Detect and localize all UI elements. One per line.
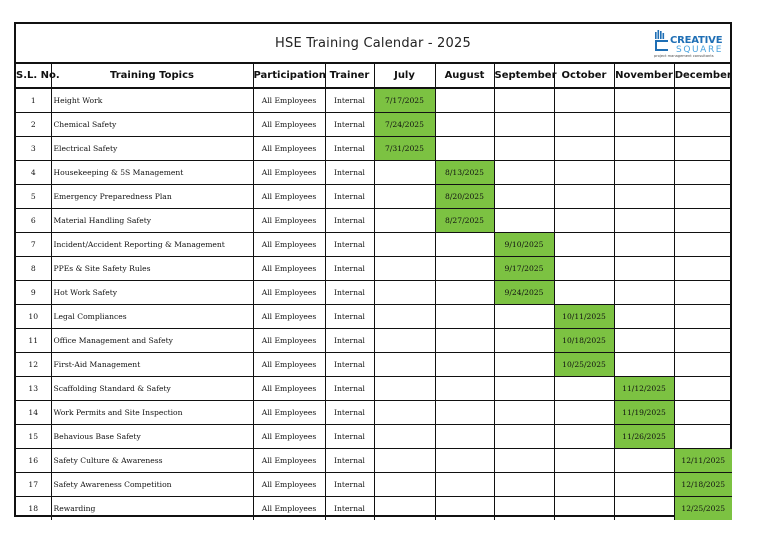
table-row	[16, 449, 732, 473]
title-row	[16, 24, 730, 64]
topic-cell: Work Permits and Site Inspection	[51, 401, 253, 425]
trainer-cell: Internal	[325, 497, 374, 521]
empty-month-cell-august	[435, 377, 494, 401]
sl-no-cell: 17	[16, 473, 51, 497]
sl-no-cell: 4	[16, 161, 51, 185]
scheduled-date-cell-august: 8/27/2025	[435, 209, 494, 233]
scheduled-date-cell-july: 7/24/2025	[374, 113, 435, 137]
empty-month-cell-october	[554, 137, 614, 161]
empty-month-cell-october	[554, 281, 614, 305]
empty-month-cell-august	[435, 305, 494, 329]
scheduled-date-cell-december: 12/11/2025	[674, 449, 732, 473]
empty-month-cell-october	[554, 425, 614, 449]
header-row	[16, 64, 732, 88]
header-month-december: December	[674, 64, 732, 88]
topic-cell: Material Handling Safety	[51, 209, 253, 233]
empty-month-cell-september	[494, 473, 554, 497]
sl-no-cell: 3	[16, 137, 51, 161]
empty-month-cell-november	[614, 161, 674, 185]
empty-month-cell-september	[494, 113, 554, 137]
logo-mark-icon	[654, 29, 670, 55]
empty-month-cell-october	[554, 233, 614, 257]
participation-cell: All Employees	[253, 161, 325, 185]
header-month-september: September	[494, 64, 554, 88]
participation-cell: All Employees	[253, 88, 325, 113]
empty-month-cell-july	[374, 377, 435, 401]
topic-cell: Chemical Safety	[51, 113, 253, 137]
empty-month-cell-november	[614, 329, 674, 353]
participation-cell: All Employees	[253, 185, 325, 209]
empty-month-cell-december	[674, 281, 732, 305]
empty-month-cell-october	[554, 209, 614, 233]
empty-month-cell-september	[494, 88, 554, 113]
header-sl-no: S.L. No.	[16, 64, 51, 88]
empty-month-cell-december	[674, 401, 732, 425]
trainer-cell: Internal	[325, 473, 374, 497]
empty-month-cell-november	[614, 137, 674, 161]
participation-cell: All Employees	[253, 233, 325, 257]
table-row	[16, 257, 732, 281]
empty-month-cell-november	[614, 449, 674, 473]
empty-month-cell-july	[374, 353, 435, 377]
topic-cell: Safety Culture & Awareness	[51, 449, 253, 473]
participation-cell: All Employees	[253, 497, 325, 521]
empty-month-cell-july	[374, 257, 435, 281]
participation-cell: All Employees	[253, 401, 325, 425]
table-row	[16, 353, 732, 377]
topic-cell: Safety Awareness Competition	[51, 473, 253, 497]
trainer-cell: Internal	[325, 113, 374, 137]
table-row	[16, 281, 732, 305]
empty-month-cell-august	[435, 113, 494, 137]
trainer-cell: Internal	[325, 305, 374, 329]
empty-month-cell-november	[614, 113, 674, 137]
empty-month-cell-december	[674, 257, 732, 281]
empty-month-cell-november	[614, 257, 674, 281]
scheduled-date-cell-november: 11/26/2025	[614, 425, 674, 449]
empty-month-cell-august	[435, 425, 494, 449]
sl-no-cell: 8	[16, 257, 51, 281]
empty-month-cell-october	[554, 473, 614, 497]
empty-month-cell-july	[374, 161, 435, 185]
sl-no-cell: 13	[16, 377, 51, 401]
page-title: HSE Training Calendar - 2025	[275, 36, 471, 51]
topic-cell: Rewarding	[51, 497, 253, 521]
table-row	[16, 185, 732, 209]
trainer-cell: Internal	[325, 329, 374, 353]
participation-cell: All Employees	[253, 353, 325, 377]
table-row	[16, 88, 732, 113]
scheduled-date-cell-december: 12/25/2025	[674, 497, 732, 521]
empty-month-cell-november	[614, 353, 674, 377]
topic-cell: Hot Work Safety	[51, 281, 253, 305]
logo-tagline: project management consultants	[654, 54, 714, 58]
trainer-cell: Internal	[325, 257, 374, 281]
scheduled-date-cell-october: 10/25/2025	[554, 353, 614, 377]
empty-month-cell-december	[674, 113, 732, 137]
empty-month-cell-october	[554, 113, 614, 137]
participation-cell: All Employees	[253, 281, 325, 305]
empty-month-cell-july	[374, 233, 435, 257]
empty-month-cell-december	[674, 305, 732, 329]
trainer-cell: Internal	[325, 353, 374, 377]
trainer-cell: Internal	[325, 209, 374, 233]
empty-month-cell-september	[494, 497, 554, 521]
empty-month-cell-august	[435, 353, 494, 377]
header-month-july: July	[374, 64, 435, 88]
trainer-cell: Internal	[325, 185, 374, 209]
participation-cell: All Employees	[253, 305, 325, 329]
trainer-cell: Internal	[325, 281, 374, 305]
empty-month-cell-november	[614, 209, 674, 233]
sl-no-cell: 2	[16, 113, 51, 137]
table-row	[16, 473, 732, 497]
scheduled-date-cell-august: 8/13/2025	[435, 161, 494, 185]
empty-month-cell-december	[674, 88, 732, 113]
empty-month-cell-october	[554, 401, 614, 425]
participation-cell: All Employees	[253, 473, 325, 497]
empty-month-cell-december	[674, 209, 732, 233]
table-row	[16, 305, 732, 329]
empty-month-cell-july	[374, 329, 435, 353]
participation-cell: All Employees	[253, 209, 325, 233]
header-month-october: October	[554, 64, 614, 88]
topic-cell: Electrical Safety	[51, 137, 253, 161]
sl-no-cell: 10	[16, 305, 51, 329]
participation-cell: All Employees	[253, 377, 325, 401]
empty-month-cell-august	[435, 497, 494, 521]
empty-month-cell-december	[674, 161, 732, 185]
sl-no-cell: 14	[16, 401, 51, 425]
topic-cell: Emergency Preparedness Plan	[51, 185, 253, 209]
scheduled-date-cell-november: 11/12/2025	[614, 377, 674, 401]
empty-month-cell-november	[614, 233, 674, 257]
empty-month-cell-september	[494, 329, 554, 353]
table-row	[16, 401, 732, 425]
sl-no-cell: 16	[16, 449, 51, 473]
empty-month-cell-july	[374, 401, 435, 425]
sl-no-cell: 11	[16, 329, 51, 353]
scheduled-date-cell-july: 7/17/2025	[374, 88, 435, 113]
participation-cell: All Employees	[253, 257, 325, 281]
participation-cell: All Employees	[253, 449, 325, 473]
topic-cell: Housekeeping & 5S Management	[51, 161, 253, 185]
participation-cell: All Employees	[253, 425, 325, 449]
scheduled-date-cell-november: 11/19/2025	[614, 401, 674, 425]
empty-month-cell-august	[435, 473, 494, 497]
logo-line2: SQUARE	[676, 45, 724, 55]
empty-month-cell-september	[494, 137, 554, 161]
header-month-november: November	[614, 64, 674, 88]
empty-month-cell-december	[674, 329, 732, 353]
scheduled-date-cell-august: 8/20/2025	[435, 185, 494, 209]
trainer-cell: Internal	[325, 401, 374, 425]
topic-cell: Behavious Base Safety	[51, 425, 253, 449]
logo-line1: CREATIVE	[670, 35, 723, 46]
empty-month-cell-december	[674, 233, 732, 257]
empty-month-cell-september	[494, 377, 554, 401]
empty-month-cell-november	[614, 281, 674, 305]
topic-cell: Height Work	[51, 88, 253, 113]
topic-cell: Legal Compliances	[51, 305, 253, 329]
empty-month-cell-august	[435, 233, 494, 257]
empty-month-cell-december	[674, 377, 732, 401]
table-row	[16, 137, 732, 161]
empty-month-cell-august	[435, 137, 494, 161]
empty-month-cell-december	[674, 185, 732, 209]
empty-month-cell-december	[674, 425, 732, 449]
empty-month-cell-july	[374, 473, 435, 497]
training-table	[16, 64, 732, 520]
table-row	[16, 233, 732, 257]
empty-month-cell-november	[614, 497, 674, 521]
sl-no-cell: 18	[16, 497, 51, 521]
empty-month-cell-july	[374, 185, 435, 209]
empty-month-cell-august	[435, 281, 494, 305]
scheduled-date-cell-september: 9/10/2025	[494, 233, 554, 257]
sl-no-cell: 6	[16, 209, 51, 233]
empty-month-cell-october	[554, 497, 614, 521]
table-row	[16, 497, 732, 521]
scheduled-date-cell-september: 9/17/2025	[494, 257, 554, 281]
empty-month-cell-september	[494, 353, 554, 377]
sl-no-cell: 5	[16, 185, 51, 209]
empty-month-cell-july	[374, 209, 435, 233]
empty-month-cell-july	[374, 449, 435, 473]
trainer-cell: Internal	[325, 137, 374, 161]
trainer-cell: Internal	[325, 377, 374, 401]
empty-month-cell-september	[494, 425, 554, 449]
empty-month-cell-july	[374, 425, 435, 449]
header-month-august: August	[435, 64, 494, 88]
topic-cell: First-Aid Management	[51, 353, 253, 377]
empty-month-cell-december	[674, 353, 732, 377]
empty-month-cell-july	[374, 281, 435, 305]
empty-month-cell-september	[494, 305, 554, 329]
table-row	[16, 329, 732, 353]
sl-no-cell: 9	[16, 281, 51, 305]
empty-month-cell-august	[435, 329, 494, 353]
empty-month-cell-november	[614, 88, 674, 113]
sl-no-cell: 7	[16, 233, 51, 257]
empty-month-cell-november	[614, 473, 674, 497]
empty-month-cell-october	[554, 185, 614, 209]
training-calendar-sheet	[14, 22, 732, 517]
empty-month-cell-october	[554, 88, 614, 113]
table-row	[16, 113, 732, 137]
empty-month-cell-september	[494, 401, 554, 425]
empty-month-cell-october	[554, 449, 614, 473]
empty-month-cell-september	[494, 185, 554, 209]
trainer-cell: Internal	[325, 425, 374, 449]
participation-cell: All Employees	[253, 329, 325, 353]
empty-month-cell-december	[674, 137, 732, 161]
topic-cell: Incident/Accident Reporting & Management	[51, 233, 253, 257]
scheduled-date-cell-october: 10/11/2025	[554, 305, 614, 329]
empty-month-cell-november	[614, 185, 674, 209]
scheduled-date-cell-december: 12/18/2025	[674, 473, 732, 497]
table-row	[16, 161, 732, 185]
trainer-cell: Internal	[325, 88, 374, 113]
sl-no-cell: 1	[16, 88, 51, 113]
table-row	[16, 425, 732, 449]
trainer-cell: Internal	[325, 233, 374, 257]
scheduled-date-cell-september: 9/24/2025	[494, 281, 554, 305]
empty-month-cell-august	[435, 449, 494, 473]
empty-month-cell-september	[494, 449, 554, 473]
header-trainer: Trainer	[325, 64, 374, 88]
empty-month-cell-july	[374, 305, 435, 329]
table-row	[16, 209, 732, 233]
empty-month-cell-august	[435, 401, 494, 425]
empty-month-cell-october	[554, 161, 614, 185]
topic-cell: Scaffolding Standard & Safety	[51, 377, 253, 401]
participation-cell: All Employees	[253, 137, 325, 161]
empty-month-cell-september	[494, 161, 554, 185]
empty-month-cell-july	[374, 497, 435, 521]
topic-cell: PPEs & Site Safety Rules	[51, 257, 253, 281]
empty-month-cell-november	[614, 305, 674, 329]
header-topic: Training Topics	[51, 64, 253, 88]
topic-cell: Office Management and Safety	[51, 329, 253, 353]
scheduled-date-cell-october: 10/18/2025	[554, 329, 614, 353]
empty-month-cell-september	[494, 209, 554, 233]
empty-month-cell-october	[554, 257, 614, 281]
sl-no-cell: 15	[16, 425, 51, 449]
table-row	[16, 377, 732, 401]
trainer-cell: Internal	[325, 449, 374, 473]
scheduled-date-cell-july: 7/31/2025	[374, 137, 435, 161]
header-participation: Participation	[253, 64, 325, 88]
company-logo	[654, 29, 728, 59]
participation-cell: All Employees	[253, 113, 325, 137]
table-body	[16, 88, 732, 520]
empty-month-cell-august	[435, 88, 494, 113]
empty-month-cell-august	[435, 257, 494, 281]
empty-month-cell-october	[554, 377, 614, 401]
trainer-cell: Internal	[325, 161, 374, 185]
sl-no-cell: 12	[16, 353, 51, 377]
